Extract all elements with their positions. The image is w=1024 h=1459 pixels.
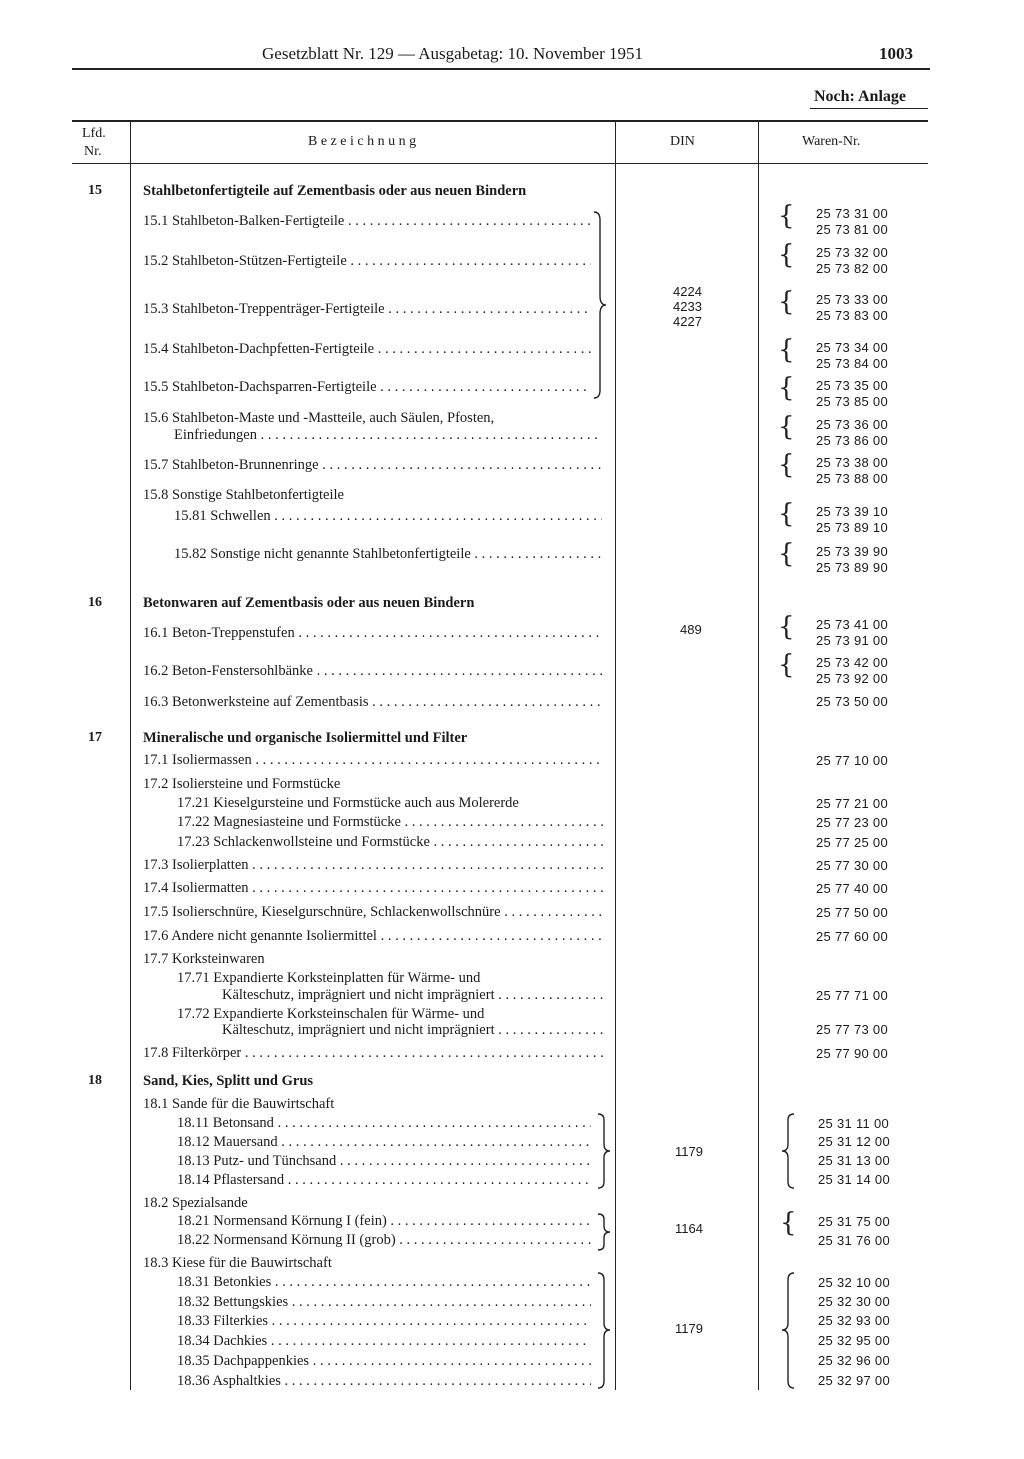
list-item-17-3: 17.3 Isolierplatten . . .: [143, 858, 603, 873]
list-item-17-6: 17.6 Andere nicht genannte Isoliermittel . . .: [143, 929, 603, 944]
waren-15-2-a: 25 73 32 00: [816, 245, 888, 260]
waren-18-31: 25 32 10 00: [818, 1275, 890, 1290]
waren-16-3: 25 73 50 00: [816, 694, 888, 709]
waren-15-3-b: 25 73 83 00: [816, 308, 888, 323]
list-item-15-3: 15.3 Stahlbeton-Treppenträger-Fertigteile . . .: [143, 302, 591, 317]
column-header-bezeichnung: B e z e i c h n u n g: [308, 134, 417, 149]
waren-brace-18-1: [780, 1112, 796, 1190]
list-item-17-23: 17.23 Schlackenwollsteine und Formstücke . . .: [177, 835, 603, 850]
brace-15-5: {: [778, 373, 795, 403]
list-item-17-2: 17.2 Isoliersteine und Formstücke: [143, 776, 341, 792]
list-item-17-71-cont: Kälteschutz, imprägniert und nicht imprägniert . . .: [222, 988, 603, 1003]
waren-15-7-b: 25 73 88 00: [816, 471, 888, 486]
column-header-din: DIN: [670, 134, 695, 149]
list-item-15-8: 15.8 Sonstige Stahlbetonfertigteile: [143, 487, 344, 503]
list-item-17-21: 17.21 Kieselgursteine und Formstücke auch aus Molererde: [177, 795, 519, 811]
section-title-18: Sand, Kies, Splitt und Grus: [143, 1073, 314, 1089]
group-brace-18-1: [596, 1112, 612, 1190]
waren-18-36: 25 32 97 00: [818, 1373, 890, 1388]
waren-15-7-a: 25 73 38 00: [816, 455, 888, 470]
din-15-c: 4227: [673, 314, 702, 329]
list-item-15-2: 15.2 Stahlbeton-Stützen-Fertigteile . . .: [143, 254, 591, 269]
list-item-18-2: 18.2 Spezialsande: [143, 1195, 248, 1211]
section-title-17: Mineralische und organische Isoliermittel und Filter: [143, 730, 468, 746]
waren-18-11: 25 31 11 00: [818, 1116, 890, 1131]
waren-17-21: 25 77 21 00: [816, 796, 888, 811]
waren-15-4-a: 25 73 34 00: [816, 340, 888, 355]
page-number: 1003: [879, 44, 913, 63]
list-item-17-8: 17.8 Filterkörper . . .: [143, 1046, 603, 1061]
waren-17-4: 25 77 40 00: [816, 881, 888, 896]
waren-18-14: 25 31 14 00: [818, 1172, 890, 1187]
list-item-17-71: 17.71 Expandierte Korksteinplatten für Wärme- und: [177, 970, 481, 986]
column-divider-din: [615, 120, 616, 1390]
waren-16-1-b: 25 73 91 00: [816, 633, 888, 648]
waren-15-81-b: 25 73 89 10: [816, 520, 888, 535]
column-header-lfd: Lfd.: [82, 126, 106, 141]
brace-16-1: {: [778, 612, 795, 642]
brace-15-3: {: [778, 287, 795, 317]
waren-17-8: 25 77 90 00: [816, 1046, 888, 1061]
list-item-15-6-cont: Einfriedungen . . .: [174, 428, 602, 443]
list-item-18-32: 18.32 Bettungskies . . .: [177, 1295, 591, 1310]
waren-15-4-b: 25 73 84 00: [816, 356, 888, 371]
waren-15-82-a: 25 73 39 90: [816, 544, 888, 559]
waren-16-2-a: 25 73 42 00: [816, 655, 888, 670]
waren-15-5-b: 25 73 85 00: [816, 394, 888, 409]
brace-15-4: {: [778, 335, 795, 365]
waren-15-6-a: 25 73 36 00: [816, 417, 888, 432]
din-18-2: 1164: [675, 1221, 703, 1236]
list-item-15-4: 15.4 Stahlbeton-Dachpfetten-Fertigteile . . .: [143, 342, 591, 357]
list-item-18-34: 18.34 Dachkies . . .: [177, 1334, 591, 1349]
list-item-18-35: 18.35 Dachpappenkies . . .: [177, 1354, 591, 1369]
waren-brace-18-3: [780, 1271, 796, 1391]
list-item-18-14: 18.14 Pflastersand . . .: [177, 1173, 591, 1188]
brace-15-7: {: [778, 450, 795, 480]
list-item-17-7: 17.7 Korksteinwaren: [143, 951, 265, 967]
column-divider-waren: [758, 120, 759, 1390]
waren-15-6-b: 25 73 86 00: [816, 433, 888, 448]
list-item-15-7: 15.7 Stahlbeton-Brunnenringe . . .: [143, 458, 603, 473]
brace-15-81: {: [778, 499, 795, 529]
list-item-18-22: 18.22 Normensand Körnung II (grob) . . .: [177, 1233, 591, 1248]
list-item-15-82: 15.82 Sonstige nicht genannte Stahlbetonfertigteile . . .: [174, 547, 602, 562]
section-number-18: 18: [88, 1073, 102, 1088]
list-item-18-12: 18.12 Mauersand . . .: [177, 1135, 591, 1150]
section-title-16: Betonwaren auf Zementbasis oder aus neuen Bindern: [143, 595, 475, 611]
brace-16-2: {: [778, 650, 795, 680]
list-item-17-72: 17.72 Expandierte Korksteinschalen für Wärme- und: [177, 1006, 485, 1022]
waren-15-82-b: 25 73 89 90: [816, 560, 888, 575]
waren-17-22: 25 77 23 00: [816, 815, 888, 830]
header-rule: [72, 68, 930, 70]
list-item-15-81: 15.81 Schwellen . . .: [174, 509, 602, 524]
list-item-17-1: 17.1 Isoliermassen . . .: [143, 753, 603, 768]
list-item-15-6: 15.6 Stahlbeton-Maste und -Mastteile, auch Säulen, Pfosten,: [143, 410, 495, 426]
group-brace-15: [592, 210, 608, 400]
waren-17-3: 25 77 30 00: [816, 858, 888, 873]
list-item-15-1: 15.1 Stahlbeton-Balken-Fertigteile . . .: [143, 214, 591, 229]
list-item-18-33: 18.33 Filterkies . . .: [177, 1314, 591, 1329]
waren-15-81-a: 25 73 39 10: [816, 504, 888, 519]
column-divider-nr: [130, 120, 131, 1390]
waren-18-21: 25 31 75 00: [818, 1214, 890, 1229]
section-title-15: Stahlbetonfertigteile auf Zementbasis oder aus neuen Bindern: [143, 183, 527, 199]
din-15-b: 4233: [673, 299, 702, 314]
waren-brace-18-2: {: [780, 1208, 797, 1238]
waren-17-6: 25 77 60 00: [816, 929, 888, 944]
din-18-3: 1179: [675, 1321, 703, 1336]
table-top-rule: [72, 120, 928, 122]
brace-15-6: {: [778, 412, 795, 442]
waren-16-2-b: 25 73 92 00: [816, 671, 888, 686]
list-item-17-72-cont: Kälteschutz, imprägniert und nicht imprägniert . . .: [222, 1023, 603, 1038]
list-item-18-36: 18.36 Asphaltkies . . .: [177, 1374, 591, 1389]
section-number-17: 17: [88, 730, 102, 745]
waren-17-1: 25 77 10 00: [816, 753, 888, 768]
column-header-waren-nr: Waren-Nr.: [802, 134, 861, 149]
list-item-18-13: 18.13 Putz- und Tünchsand . . .: [177, 1154, 591, 1169]
section-number-16: 16: [88, 595, 102, 610]
table-head-rule: [72, 163, 928, 164]
waren-18-13: 25 31 13 00: [818, 1153, 890, 1168]
list-item-18-11: 18.11 Betonsand . . .: [177, 1116, 591, 1131]
list-item-17-5: 17.5 Isolierschnüre, Kieselgurschnüre, Schlackenwollschnüre . . .: [143, 905, 603, 920]
list-item-18-21: 18.21 Normensand Körnung I (fein) . . .: [177, 1214, 591, 1229]
waren-18-35: 25 32 96 00: [818, 1353, 890, 1368]
list-item-18-31: 18.31 Betonkies . . .: [177, 1275, 591, 1290]
waren-15-5-a: 25 73 35 00: [816, 378, 888, 393]
brace-15-82: {: [778, 539, 795, 569]
list-item-16-3: 16.3 Betonwerksteine auf Zementbasis . . .: [143, 695, 603, 710]
waren-15-1-a: 25 73 31 00: [816, 206, 888, 221]
waren-18-32: 25 32 30 00: [818, 1294, 890, 1309]
list-item-16-1: 16.1 Beton-Treppenstufen . . .: [143, 626, 603, 641]
list-item-17-22: 17.22 Magnesiasteine und Formstücke . . .: [177, 815, 603, 830]
list-item-18-1: 18.1 Sande für die Bauwirtschaft: [143, 1096, 335, 1112]
waren-17-71: 25 77 71 00: [816, 988, 888, 1003]
list-item-18-3: 18.3 Kiese für die Bauwirtschaft: [143, 1255, 332, 1271]
column-header-nr: Nr.: [84, 144, 102, 159]
waren-18-33: 25 32 93 00: [818, 1313, 890, 1328]
brace-15-1: {: [778, 201, 795, 231]
list-item-16-2: 16.2 Beton-Fenstersohlbänke . . .: [143, 664, 603, 679]
waren-17-72: 25 77 73 00: [816, 1022, 888, 1037]
waren-15-2-b: 25 73 82 00: [816, 261, 888, 276]
section-number-15: 15: [88, 183, 102, 198]
din-16: 489: [680, 622, 702, 637]
list-item-15-5: 15.5 Stahlbeton-Dachsparren-Fertigteile . . .: [143, 380, 591, 395]
continuation-underline: [810, 108, 928, 109]
waren-18-22: 25 31 76 00: [818, 1233, 890, 1248]
waren-15-1-b: 25 73 81 00: [816, 222, 888, 237]
continuation-label: Noch: Anlage: [814, 88, 906, 105]
waren-16-1-a: 25 73 41 00: [816, 617, 888, 632]
group-brace-18-3: [596, 1271, 612, 1391]
page-header-title: Gesetzblatt Nr. 129 — Ausgabetag: 10. November 1951: [262, 44, 644, 63]
brace-15-2: {: [778, 240, 795, 270]
waren-17-23: 25 77 25 00: [816, 835, 888, 850]
din-18-1: 1179: [675, 1144, 703, 1159]
waren-15-3-a: 25 73 33 00: [816, 292, 888, 307]
waren-18-34: 25 32 95 00: [818, 1333, 890, 1348]
waren-17-5: 25 77 50 00: [816, 905, 888, 920]
list-item-17-4: 17.4 Isoliermatten . . .: [143, 881, 603, 896]
group-brace-18-2: [596, 1212, 612, 1252]
waren-18-12: 25 31 12 00: [818, 1134, 890, 1149]
din-15-a: 4224: [673, 284, 702, 299]
